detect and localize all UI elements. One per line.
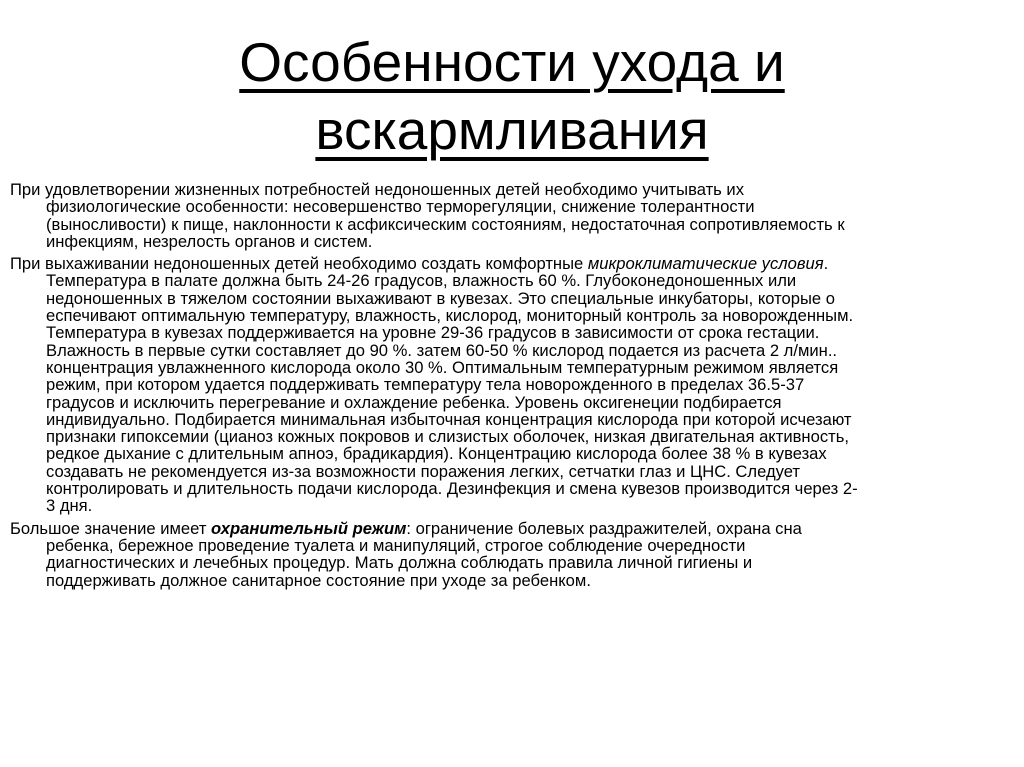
text-line: диагностических и лечебных процедур. Мать должна соблюдать правила личной гигиены и bbox=[46, 553, 753, 573]
text-line: признаки гипоксемии (цианоз кожных покровов и слизистых оболочек, низкая двигательная активность, bbox=[46, 427, 849, 447]
text-line: Температура в кувезах поддерживается на уровне 29-36 градусов в зависимости от срока гестации. bbox=[46, 323, 820, 343]
text-line: Влажность в первые сутки составляет до 90 %. затем 60-50 % кислород подается из расчета 2 л/мин.. bbox=[46, 340, 838, 360]
text-line: (выносливости) к пище, наклонности к асфиксическим состояниям, недостаточная сопротивляемость к bbox=[46, 214, 845, 234]
text-run: . bbox=[823, 254, 829, 274]
text-line: создавать не рекомендуется из-за возможности поражения легких, сетчатки глаз и ЦНС. Следует bbox=[46, 461, 801, 481]
text-line: При удовлетворении жизненных потребностей недоношенных детей необходимо учитывать их bbox=[10, 180, 744, 199]
text-line: недоношенных в тяжелом состоянии выхаживают в кувезах. Это специальные инкубаторы, которые о bbox=[46, 288, 835, 308]
text-run: Большое значение имеет bbox=[10, 518, 212, 538]
emphasis-microclimate: микроклиматические условия bbox=[587, 254, 824, 274]
text-line: режим, при котором удается поддерживать температуру тела новорожденного в пределах 36.5-37 bbox=[46, 375, 805, 395]
text-line: 3 дня. bbox=[46, 496, 93, 516]
emphasis-protective-regime: охранительный режим bbox=[211, 518, 407, 538]
text-line: физиологические особенности: несовершенство терморегуляции, снижение толерантности bbox=[46, 197, 755, 217]
title-line-1: Особенности ухода и bbox=[239, 31, 785, 93]
text-line: индивидуально. Подбирается минимальная избыточная концентрация кислорода при которой исчезают bbox=[46, 409, 852, 429]
text-run: При выхаживании недоношенных детей необходимо создать комфортные bbox=[10, 254, 588, 274]
text-line: контролировать и длительность подачи кислорода. Дезинфекция и смена кувезов производится через 2- bbox=[46, 479, 858, 499]
text-line: редкое дыхание с длительным апноэ, брадикардия). Концентрацию кислорода более 38 % в кувезах bbox=[46, 444, 827, 464]
title-line-2: вскармливания bbox=[315, 99, 709, 161]
paragraph-physiology bbox=[10, 181, 1020, 250]
slide-title bbox=[0, 28, 1024, 164]
text-line bbox=[10, 255, 1020, 272]
text-line: ребенка, бережное проведение туалета и манипуляций, строгое соблюдение очередности bbox=[46, 535, 746, 555]
text-line: концентрация увлажненного кислорода около 30 %. Оптимальным температурным режимом является bbox=[46, 357, 839, 377]
text-line bbox=[10, 520, 1020, 537]
text-run: : ограничение болевых раздражителей, охрана сна bbox=[406, 518, 802, 538]
paragraph-microclimate bbox=[10, 255, 1020, 514]
text-line: Температура в палате должна быть 24-26 градусов, влажность 60 %. Глубоконедоношенных или bbox=[46, 271, 797, 291]
paragraph-protective-regime bbox=[10, 520, 1020, 589]
slide-body bbox=[10, 181, 1020, 594]
text-line: инфекциям, незрелость органов и систем. bbox=[46, 231, 373, 251]
text-line: поддерживать должное санитарное состояние при уходе за ребенком. bbox=[46, 570, 591, 590]
text-line: еспечивают оптимальную температуру, влажность, кислород, мониторный контроль за новорожденным. bbox=[46, 306, 854, 326]
text-line: градусов и исключить перегревание и охлаждение ребенка. Уровень оксигенеции подбирается bbox=[46, 392, 782, 412]
